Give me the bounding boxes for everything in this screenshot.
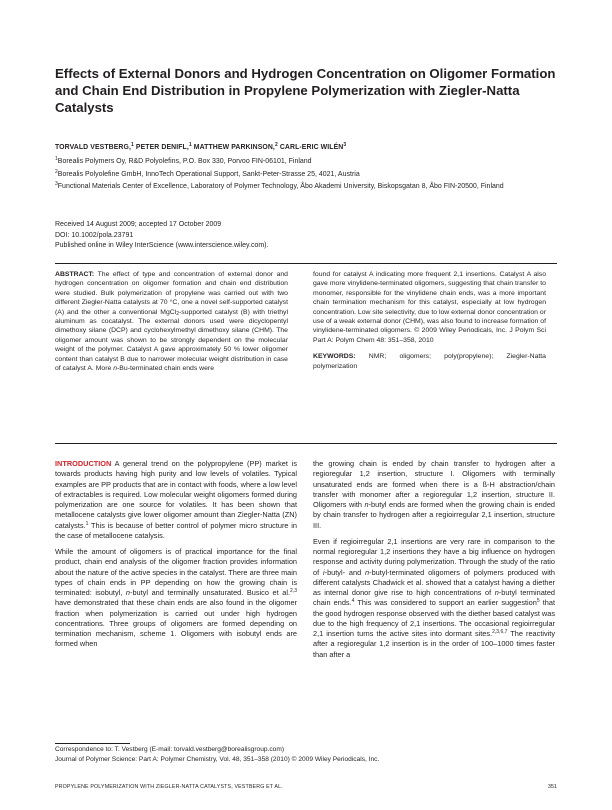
body-italic: n [365, 567, 370, 577]
abstract-top-divider [55, 263, 557, 264]
body-text: have demonstrated that these chain ends are also found in the oligomer fraction when polymerization is carried out under high hydrogen concentrations. Three groups of oligomers are formed depending on termination mechanism, scheme 1. Oligomers with isobutyl ends are formed when [55, 598, 297, 649]
body-text: -butyl terminated chain ends. [313, 588, 555, 608]
abstract-right-column [313, 270, 546, 371]
affiliation-text: Borealis Polymers Oy, R&D Polyolefins, P.O. Box 330, Porvoo FIN-06101, Finland [57, 158, 312, 165]
abstract-text: -Bu-terminated chain ends were [117, 365, 215, 373]
body-left-column [55, 459, 297, 656]
received-dates: Received 14 August 2009; accepted 17 October 2009 [55, 221, 222, 228]
body-text: that the good hydrogen response observed with the diether based catalyst was due to the high frequency of 2,1 insertions. The occasional regioirregular 2,1 insertion turns the active sites into dormant sites. [313, 598, 556, 638]
body-paragraph [55, 547, 297, 650]
page-number: 351 [547, 784, 557, 790]
body-paragraph [313, 537, 555, 660]
journal-citation: Journal of Polymer Science: Part A: Polymer Chemistry, Vol. 48, 351–358 (2010) © 2009 Wiley Periodicals, Inc. [55, 756, 380, 763]
publication-history [55, 220, 575, 252]
affiliation-marker: 2 [274, 142, 278, 148]
body-paragraph [55, 459, 297, 541]
body-text: This was considered to support an earlier suggestion [354, 598, 537, 608]
affiliation [55, 181, 575, 192]
article-title: Effects of External Donors and Hydrogen Concentration on Oligomer Formation and Chain End Distribution in Propylene Polymerization with Ziegler-Natta Catalysts [55, 66, 556, 115]
keywords-text: NMR; oligomers; poly(propylene); Ziegler-Natta polymerization [313, 353, 546, 370]
body-text: -butyl and terminally unsaturated. Busico et al. [130, 588, 291, 597]
body-text: This is because of better control of polymer micro structure in the case of metallocene catalysis. [55, 520, 297, 540]
affiliation [55, 156, 575, 167]
author-name: CARL-ERIC WILÉN [277, 144, 344, 151]
body-italic: i [323, 567, 325, 577]
affiliation-marker: 3 [343, 142, 347, 148]
doi: DOI: 10.1002/pola.23791 [55, 231, 134, 239]
abstract-label: ABSTRACT: [55, 271, 95, 278]
affiliation-number: 3 [55, 181, 58, 187]
abstract-text: -supported catalyst (B) with triethyl aluminum as cocatalyst. The external donors used were dicyclopentyl dimethoxy silane (DCP) and cyclohexylmethyl dimethoxy silane (CHM). The oligomer amount was shown to be strongly dependent on the molecular weight of the polymer. Catalyst A gave approximately 50 % lower oligomer content than catalyst B due to narrower molecular weight distribution in case of catalyst A. More [55, 308, 288, 373]
abstract-italic: n [113, 365, 118, 373]
body-text: While the amount of oligomers is of practical importance for the final product, chain end analysis of the oligomer fraction provides information about the nature of the active species in the catalyst. There are three main types of chain ends in PP depending on how the growing chain is terminated: isobutyl, [55, 547, 297, 597]
body-text: The reactivity after a regioregular 1,2 insertion is in the order of 100–1000 times faster than after a [313, 629, 556, 659]
abstract-subscript: 2 [176, 310, 180, 317]
body-text: -butyl-terminated oligomers of polymers produced with different catalysts Chadwick et al. showed that a catalyst having a diether as internal donor give rise to high concentrations of [313, 567, 555, 597]
body-text: -butyl ends are formed when the growing chain is ended by chain transfer to hydrogen after a regioirregular 2,1 insertion, structure III. [313, 500, 555, 530]
abstract-text: found for catalyst A indicating more frequent 2,1 insertions. Catalyst A also gave more vinylidene-terminated oligomers, suggesting that chain transfer to monomer, responsible for the vinylidene chain ends, was a more important chain termination mechanism for this catalyst, especially at low hydrogen concentration. Low site selectivity, due to low external donor concentration or use of a weak external donor (CHM), was also found to increase formation of vinylidene-terminated oligomers. © 2009 Wiley Periodicals, Inc. J Polym Sci Part A: Polym Chem 48: 351–358, 2010 [313, 271, 546, 344]
citation: 5 [536, 598, 540, 605]
author-name: MATTHEW PARKINSON, [191, 144, 275, 151]
affiliation-marker: 1 [188, 142, 192, 148]
body-text: -butyl- and [324, 567, 366, 577]
body-paragraph [313, 459, 555, 531]
abstract-left-column [55, 270, 288, 373]
keywords [313, 352, 546, 371]
author-name: PETER DENIFL, [133, 144, 189, 151]
citation: 4 [351, 598, 355, 605]
correspondence: Correspondence to: T. Vestberg (E-mail: torvald.vestberg@borealisgroup.com) [55, 746, 285, 753]
abstract-bottom-divider [55, 443, 557, 444]
citation: 2,3 [290, 588, 297, 594]
affiliation-marker: 1 [130, 142, 134, 148]
footnote [55, 745, 575, 765]
affiliation [55, 169, 575, 180]
running-footer: PROPYLENE POLYMERIZATION WITH ZIEGLER-NATTA CATALYSTS, VESTBERG ET AL. [55, 784, 283, 790]
affiliation-number: 2 [55, 168, 58, 175]
body-text: the growing chain is ended by chain transfer to hydrogen after a regioregular 1,2 insertion, structure I. Oligomers with terminally unsaturated ends are formed when there is a ß-H abstraction/chain transfer with monomer after a regioregular 1,2 insertion, structure II. Oligomers with [313, 459, 555, 509]
affiliation-number: 1 [55, 156, 58, 162]
author-list [55, 144, 575, 151]
body-italic: n [494, 588, 499, 597]
affiliation-text: Borealis Polyolefine GmbH, InnoTech Operational Support, Sankt-Peter-Strasse 25, 4021, Austria [57, 170, 360, 178]
section-heading: INTRODUCTION [55, 459, 112, 468]
body-text: Even if regioirregular 2,1 insertions are very rare in comparison to the normal regioregular 1,2 insertions they have a big influence on hydrogen response and activity during polymerization. Through the study of the ratio of [313, 536, 555, 577]
citation: 1 [85, 520, 89, 527]
published-online: Published online in Wiley InterScience (www.interscience.wiley.com). [55, 242, 269, 249]
footnote-divider [55, 743, 130, 744]
keywords-label: KEYWORDS: [313, 353, 356, 361]
body-right-column [313, 459, 555, 666]
body-italic: n [125, 588, 130, 597]
affiliations [55, 156, 575, 194]
body-italic: n [364, 500, 369, 509]
author-name: TORVALD VESTBERG, [55, 144, 131, 151]
abstract-text: The effect of type and concentration of external donor and hydrogen concentration on oligomer formation and chain end distribution were studied. Bulk polymerization of propylene was carried out with two different Ziegler-Natta catalysts at 70 °C, one a novel self-supported catalyst (A) and the other a conventional MgCl [55, 271, 288, 316]
affiliation-text: Functional Materials Center of Excellence, Laboratory of Polymer Technology, Åbo Akademi University, Biskopsgatan 8, Åbo FIN-20500, Finland [57, 183, 504, 190]
body-text: A general trend on the polypropylene (PP) market is towards products having high purity and low levels of volatiles. Typical examples are PP products that are in contact with foods, where a low level of extractables is required. Low molecular weight oligomers formed during polymerization are one source for volatiles. It has been shown that metallocene catalysts give lower oligomer amount than Ziegler-Natta (ZN) catalysts. [55, 459, 297, 530]
citation: 2,3,6,7 [492, 629, 508, 635]
